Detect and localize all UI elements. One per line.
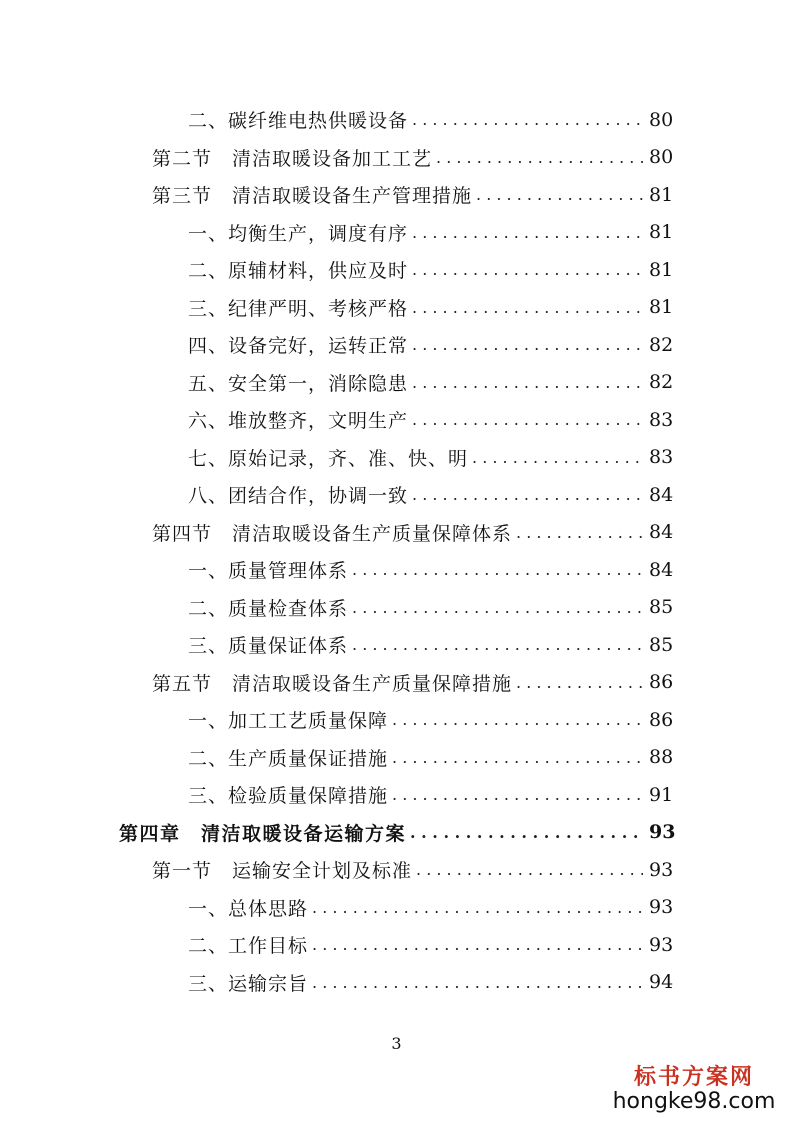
- toc-dot-leader: [352, 560, 643, 579]
- toc-dot-leader: [352, 635, 643, 654]
- toc-entry-title: 一、加工工艺质量保障: [188, 710, 389, 733]
- toc-dot-leader: [416, 860, 643, 879]
- toc-entry-page: 83: [649, 408, 674, 431]
- toc-dot-leader: [312, 973, 643, 992]
- toc-entry-page: 93: [649, 858, 674, 881]
- toc-entry[interactable]: [0, 514, 793, 552]
- watermark-logo: [609, 1060, 779, 1114]
- toc-entry-title: 七、原始记录，齐、准、快、明: [188, 447, 469, 470]
- toc-entry[interactable]: [0, 401, 793, 439]
- toc-entry-title: 一、均衡生产，调度有序: [188, 222, 409, 245]
- toc-entry[interactable]: [0, 739, 793, 777]
- toc-entry-title: 第四节 清洁取暖设备生产质量保障体系: [152, 522, 513, 545]
- toc-entry-page: 80: [649, 108, 674, 131]
- toc-dot-leader: [392, 748, 643, 767]
- toc-entry-title: 六、堆放整齐，文明生产: [188, 410, 409, 433]
- toc-entry-title: 二、生产质量保证措施: [188, 747, 389, 770]
- toc-entry[interactable]: [0, 214, 793, 252]
- toc-entry-page: 83: [649, 446, 674, 469]
- toc-entry-page: 93: [649, 896, 674, 919]
- toc-dot-leader: [412, 373, 643, 392]
- toc-entry-title: 八、团结合作，协调一致: [188, 485, 409, 508]
- toc-dot-leader: [516, 523, 643, 542]
- toc-entry[interactable]: [0, 364, 793, 402]
- toc-entry-title: 四、设备完好，运转正常: [188, 335, 409, 358]
- toc-entry-page: 91: [649, 783, 674, 806]
- toc-entry[interactable]: [0, 964, 793, 1002]
- toc-entry[interactable]: [0, 551, 793, 589]
- toc-entry-title: 第四章 清洁取暖设备运输方案: [119, 822, 407, 845]
- toc-dot-leader: [312, 935, 643, 954]
- toc-entry[interactable]: [0, 176, 793, 214]
- toc-entry-title: 一、总体思路: [188, 897, 309, 920]
- toc-entry[interactable]: [0, 251, 793, 289]
- toc-entry-page: 82: [649, 333, 674, 356]
- toc-dot-leader: [412, 110, 643, 129]
- toc-entry-page: 93: [649, 933, 674, 956]
- toc-dot-leader: [412, 335, 643, 354]
- toc-entry[interactable]: [0, 139, 793, 177]
- toc-dot-leader: [352, 598, 643, 617]
- toc-entry[interactable]: [0, 776, 793, 814]
- toc-entry[interactable]: [0, 926, 793, 964]
- toc-dot-leader: [312, 898, 643, 917]
- toc-dot-leader: [472, 448, 643, 467]
- toc-entry[interactable]: [0, 889, 793, 927]
- watermark-cn-text: 标书方案网: [633, 1064, 754, 1090]
- toc-entry-title: 三、纪律严明、考核严格: [188, 297, 409, 320]
- toc-entry-page: 93: [649, 821, 676, 844]
- toc-entry-title: 第二节 清洁取暖设备加工工艺: [152, 147, 433, 170]
- toc-entry[interactable]: [0, 439, 793, 477]
- toc-entry-title: 第三节 清洁取暖设备生产管理措施: [152, 185, 473, 208]
- toc-entry-title: 二、碳纤维电热供暖设备: [188, 110, 409, 133]
- toc-entry-page: 86: [649, 708, 674, 731]
- toc-entry-page: 84: [649, 483, 674, 506]
- toc-entry[interactable]: [0, 664, 793, 702]
- watermark-en-text: hongke98.com: [612, 1089, 776, 1114]
- toc-entry-title: 三、检验质量保障措施: [188, 785, 389, 808]
- toc-entry-page: 81: [649, 221, 674, 244]
- toc-entry-page: 81: [649, 296, 674, 319]
- toc-entry-title: 第一节 运输安全计划及标准: [152, 860, 413, 883]
- table-of-contents: [0, 101, 793, 1001]
- toc-entry-title: 三、质量保证体系: [188, 635, 349, 658]
- toc-entry[interactable]: [0, 326, 793, 364]
- toc-dot-leader: [412, 410, 643, 429]
- toc-entry[interactable]: [0, 589, 793, 627]
- toc-dot-leader: [412, 223, 643, 242]
- toc-entry-title: 一、质量管理体系: [188, 560, 349, 583]
- toc-entry-title: 二、质量检查体系: [188, 597, 349, 620]
- toc-entry-page: 81: [649, 258, 674, 281]
- toc-entry[interactable]: [0, 101, 793, 139]
- toc-dot-leader: [412, 485, 643, 504]
- toc-entry-page: 86: [649, 671, 674, 694]
- toc-entry-title: 三、运输宗旨: [188, 972, 309, 995]
- toc-dot-leader: [476, 185, 643, 204]
- toc-entry-title: 五、安全第一，消除隐患: [188, 372, 409, 395]
- toc-entry[interactable]: [0, 289, 793, 327]
- toc-dot-leader: [410, 823, 643, 842]
- toc-entry-page: 88: [649, 746, 674, 769]
- toc-entry-page: 84: [649, 558, 674, 581]
- toc-dot-leader: [436, 148, 643, 167]
- toc-entry-page: 80: [649, 146, 674, 169]
- toc-dot-leader: [392, 710, 643, 729]
- toc-entry-page: 94: [649, 971, 674, 994]
- toc-chapter-entry[interactable]: [0, 814, 793, 852]
- toc-entry[interactable]: [0, 476, 793, 514]
- toc-entry-page: 81: [649, 183, 674, 206]
- toc-entry-page: 84: [649, 521, 674, 544]
- toc-dot-leader: [412, 298, 643, 317]
- toc-entry-title: 二、工作目标: [188, 935, 309, 958]
- toc-dot-leader: [516, 673, 643, 692]
- toc-entry[interactable]: [0, 851, 793, 889]
- toc-dot-leader: [392, 785, 643, 804]
- toc-entry-page: 85: [649, 596, 674, 619]
- page-number: 3: [391, 1034, 402, 1053]
- toc-entry[interactable]: [0, 701, 793, 739]
- toc-dot-leader: [412, 260, 643, 279]
- toc-entry-title: 二、原辅材料，供应及时: [188, 260, 409, 283]
- toc-entry-title: 第五节 清洁取暖设备生产质量保障措施: [152, 672, 513, 695]
- toc-entry[interactable]: [0, 626, 793, 664]
- toc-entry-page: 82: [649, 371, 674, 394]
- toc-entry-page: 85: [649, 633, 674, 656]
